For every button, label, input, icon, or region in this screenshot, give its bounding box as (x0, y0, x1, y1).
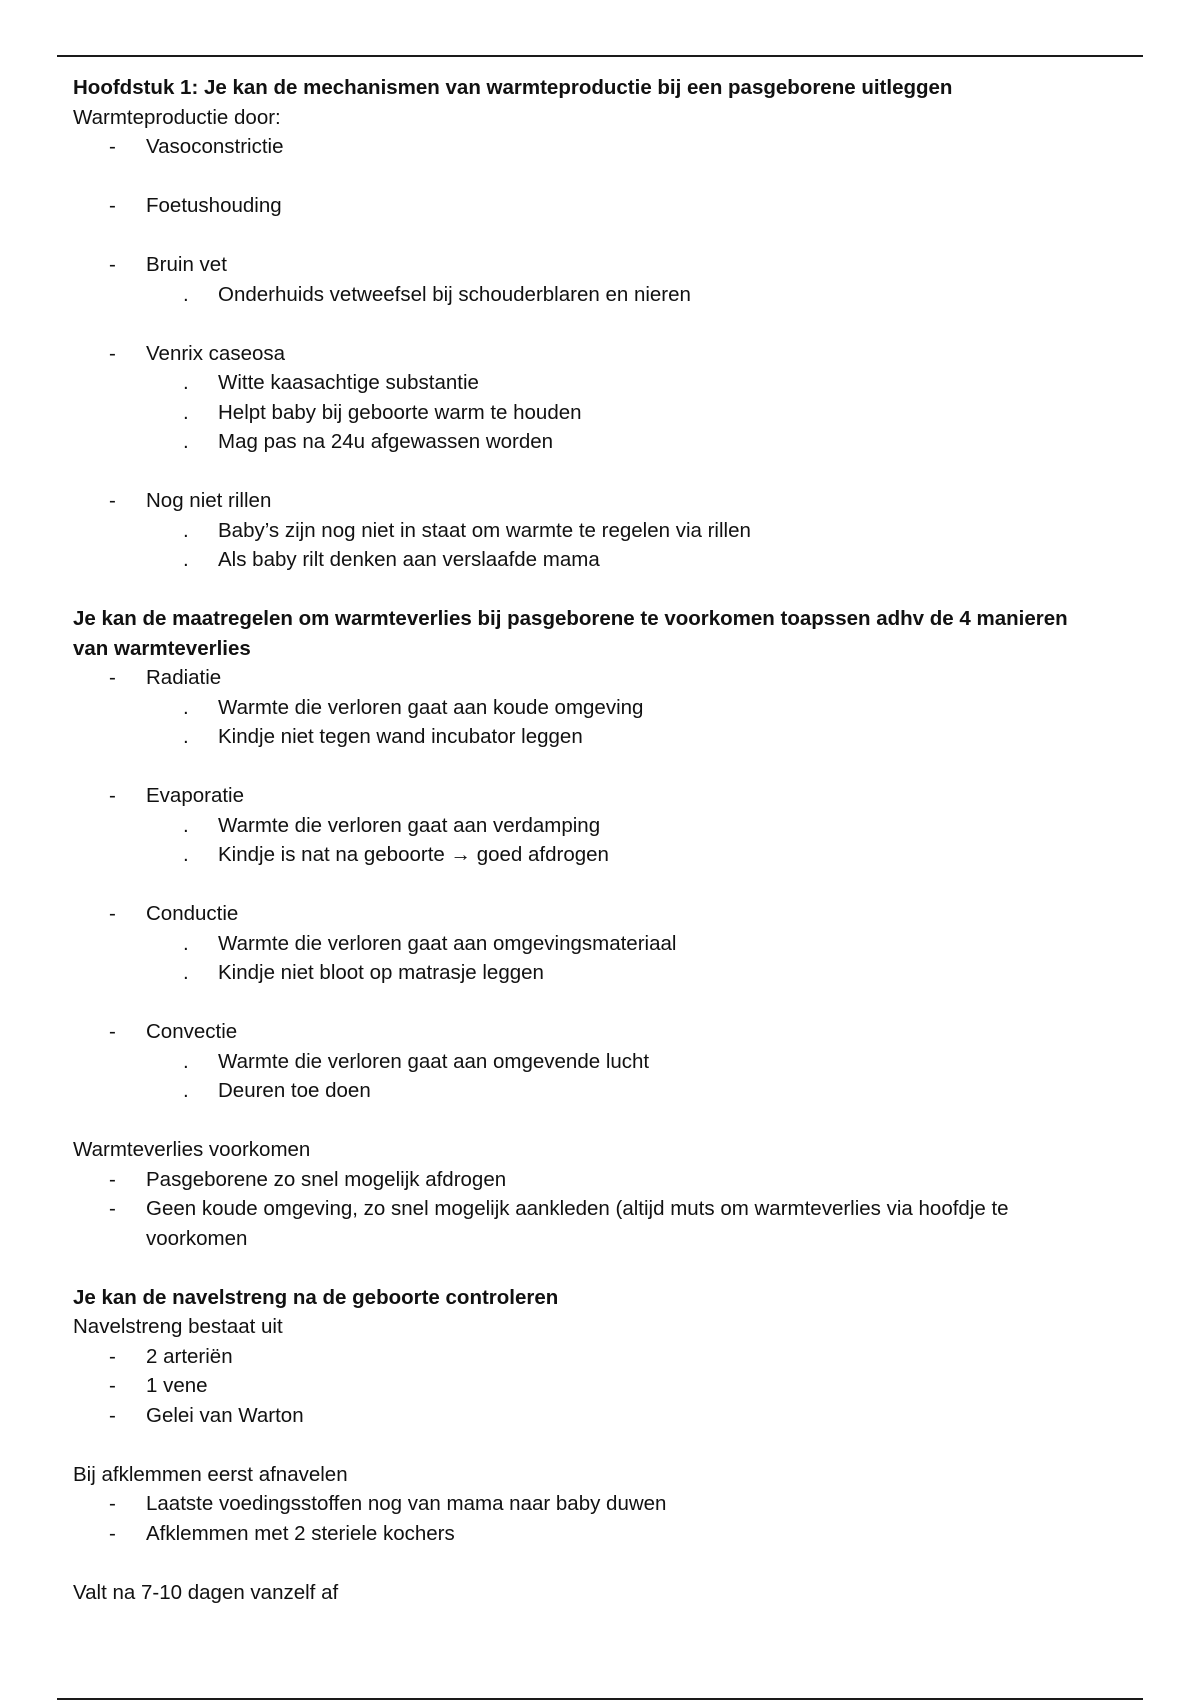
list-item-text: 1 vene (146, 1374, 208, 1397)
sub-item (73, 427, 1133, 457)
sub-item-text: Witte kaasachtige substantie (218, 371, 479, 394)
list-item (73, 1489, 1133, 1519)
dot-marker: . (183, 430, 189, 453)
sub-item-text: Kindje is nat na geboorte (218, 843, 445, 866)
list-item-text: Geen koude omgeving, zo snel mogelijk aankleden (altijd muts om warmteverlies via hoofdje te (146, 1197, 1009, 1220)
sub-item-text: Als baby rilt denken aan verslaafde mama (218, 548, 600, 571)
dash-marker: - (109, 1521, 116, 1545)
list-item-text: 2 arteriën (146, 1344, 233, 1368)
dash-marker: - (109, 666, 116, 689)
list-item (73, 1519, 1133, 1549)
list-item-bruin-vet (73, 250, 1133, 280)
dash-marker: - (109, 902, 116, 925)
dot-marker: . (183, 282, 189, 306)
sub-item (73, 840, 1133, 870)
sub-item-text: Helpt baby bij geboorte warm te houden (218, 400, 582, 424)
sub-item-text: Deuren toe doen (218, 1079, 371, 1102)
sub-item-text: Baby’s zijn nog niet in staat om warmte te regelen via rillen (218, 518, 751, 542)
warmteproductie-intro: Warmteproductie door: (73, 105, 281, 129)
list-item-text: Bruin vet (146, 253, 227, 276)
sub-item-text: Warmte die verloren gaat aan omgevingsmateriaal (218, 931, 677, 955)
list-item-text: Pasgeborene zo snel mogelijk afdrogen (146, 1167, 507, 1191)
list-item-evaporatie (73, 781, 1133, 811)
dash-marker: - (109, 489, 116, 512)
list-item-text-continued: voorkomen (146, 1226, 248, 1250)
sub-item-text: Warmte die verloren gaat aan omgevende lucht (218, 1049, 650, 1073)
sub-item (73, 368, 1133, 398)
sub-item-text: Kindje niet bloot op matrasje leggen (218, 961, 544, 984)
document-content (73, 73, 1133, 1607)
list-item-text: Vasoconstrictie (146, 135, 284, 158)
sub-item-text: Warmte die verloren gaat aan verdamping (218, 813, 601, 837)
dot-marker: . (183, 400, 189, 424)
sub-item-text: Kindje niet tegen wand incubator leggen (218, 725, 583, 748)
top-rule (57, 55, 1143, 57)
list-item-radiatie (73, 663, 1133, 693)
dash-marker: - (109, 1492, 116, 1515)
list-item-conductie (73, 899, 1133, 929)
dash-marker: - (109, 784, 116, 807)
dot-marker: . (183, 843, 189, 866)
dash-marker: - (109, 1197, 116, 1220)
dot-marker: . (183, 371, 189, 394)
afklemmen-intro: Bij afklemmen eerst afnavelen (73, 1462, 348, 1486)
dash-marker: - (109, 1374, 116, 1397)
list-item-nog-niet-rillen (73, 486, 1133, 516)
sub-item-text: Warmte die verloren gaat aan koude omgeving (218, 695, 644, 719)
dot-marker: . (183, 518, 189, 542)
list-item-text: Evaporatie (146, 784, 245, 807)
dash-marker: - (109, 253, 116, 276)
section-heading-warmteverlies (73, 604, 1133, 663)
sub-item-text: Mag pas na 24u afgewassen worden (218, 430, 554, 453)
list-item-text: Radiatie (146, 666, 222, 689)
valt-af-text: Valt na 7-10 dagen vanzelf af (73, 1580, 339, 1604)
list-item (73, 1401, 1133, 1431)
sub-item (73, 1047, 1133, 1077)
list-item-text: Convectie (146, 1020, 238, 1043)
sub-item-text: Onderhuids vetweefsel bij schouderblaren en nieren (218, 282, 691, 306)
dot-marker: . (183, 931, 189, 955)
list-item-text: Afklemmen met 2 steriele kochers (146, 1521, 455, 1545)
section-heading-navelstreng: Je kan de navelstreng na de geboorte controleren (73, 1285, 559, 1309)
dash-marker: - (109, 341, 116, 365)
navelstreng-intro: Navelstreng bestaat uit (73, 1315, 283, 1338)
list-item-convectie (73, 1017, 1133, 1047)
list-item-text: Foetushouding (146, 194, 282, 217)
list-item-foetushouding (73, 191, 1133, 221)
list-item-text: Conductie (146, 902, 239, 925)
dot-marker: . (183, 1049, 189, 1073)
dot-marker: . (183, 725, 189, 748)
list-item (73, 1342, 1133, 1372)
dot-marker: . (183, 695, 189, 719)
dash-marker: - (109, 1344, 116, 1368)
warmteverlies-voorkomen-intro: Warmteverlies voorkomen (73, 1138, 311, 1161)
dash-marker: - (109, 1020, 116, 1043)
sub-item (73, 811, 1133, 841)
dot-marker: . (183, 961, 189, 984)
arrow-right-icon: → (450, 843, 472, 866)
sub-item (73, 958, 1133, 988)
heading-line-2: van warmteverlies (73, 636, 251, 660)
sub-item (73, 929, 1133, 959)
sub-item (73, 722, 1133, 752)
list-item (73, 1165, 1133, 1195)
list-item-text: Laatste voedingsstoffen nog van mama naar baby duwen (146, 1492, 667, 1515)
sub-item (73, 398, 1133, 428)
dash-marker: - (109, 1167, 116, 1191)
dash-marker: - (109, 194, 116, 217)
chapter-heading: Hoofdstuk 1: Je kan de mechanismen van warmteproductie bij een pasgeborene uitleggen (73, 76, 953, 99)
list-item (73, 1194, 1133, 1253)
list-item-vasoconstrictie (73, 132, 1133, 162)
list-item-text: Venrix caseosa (146, 341, 286, 365)
sub-item (73, 516, 1133, 546)
list-item-venrix-caseosa (73, 339, 1133, 369)
list-item-text: Gelei van Warton (146, 1403, 304, 1427)
dash-marker: - (109, 135, 116, 158)
dot-marker: . (183, 813, 189, 837)
heading-line-1: Je kan de maatregelen om warmteverlies bij pasgeborene te voorkomen toapssen adhv de 4 manieren (73, 607, 1068, 630)
sub-item-text: goed afdrogen (476, 843, 609, 866)
dash-marker: - (109, 1403, 116, 1427)
list-item-text: Nog niet rillen (146, 489, 272, 512)
dot-marker: . (183, 1079, 189, 1102)
sub-item (73, 280, 1133, 310)
dot-marker: . (183, 548, 189, 571)
list-item (73, 1371, 1133, 1401)
sub-item (73, 545, 1133, 575)
sub-item (73, 693, 1133, 723)
sub-item (73, 1076, 1133, 1106)
